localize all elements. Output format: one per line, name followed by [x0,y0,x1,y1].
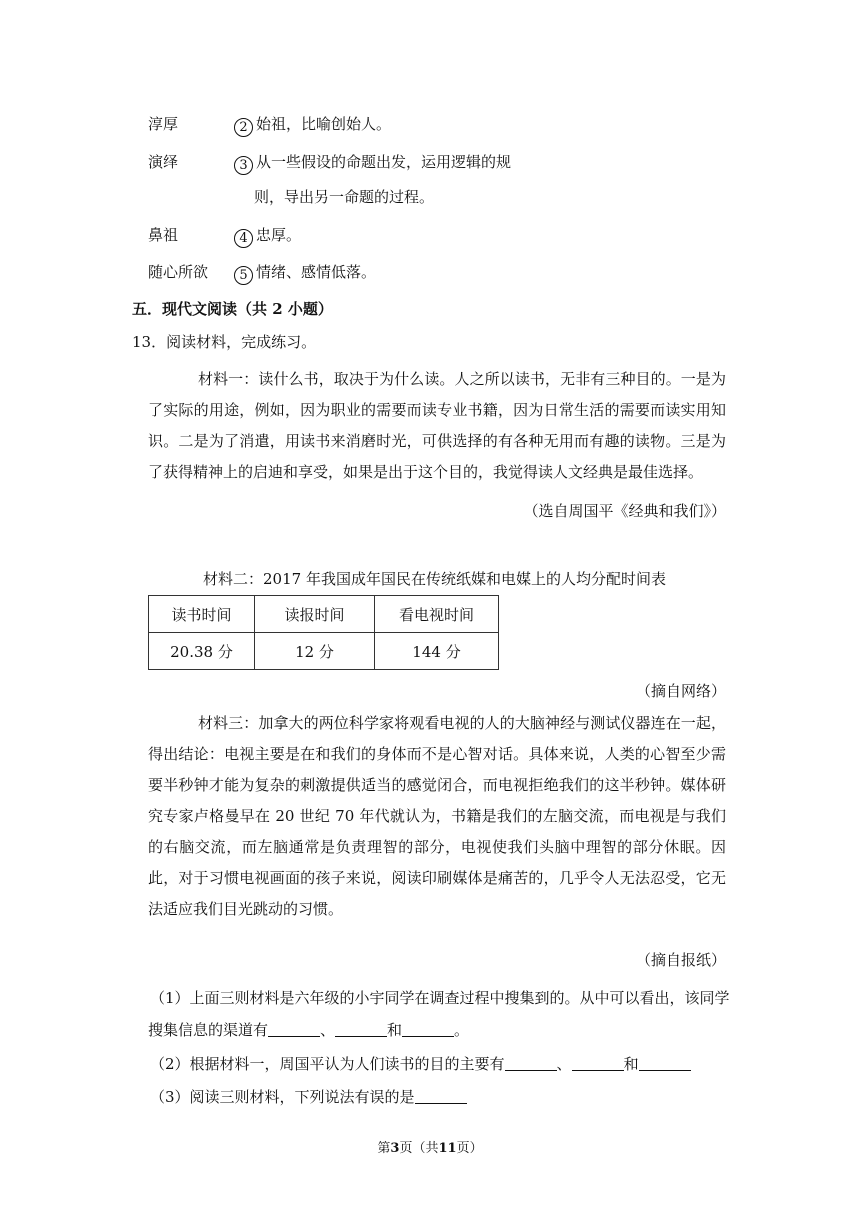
definition-text: 始祖，比喻创始人。 [256,115,392,133]
table-header-cell: 读书时间 [149,596,255,633]
material-one-text: 材料一：读什么书，取决于为什么读。人之所以读书，无非有三种目的。一是为了实际的用途，例如，因为职业的需要而读专业书籍，因为日常生活的需要而读实用知识。二是为了消遣，用读书来消磨时光，可供选择的有各种无用而有趣的读物。三是为了获得精神上的启迪和享受，如果是出于这个目的，我觉得读人文经典是最佳选择。 [148,370,726,481]
material-two-source: （摘自网络） [635,682,726,700]
sub-question-1: （1）上面三则材料是六年级的小宇同学在调查过程中搜集到的。从中可以看出，该同学 [150,989,730,1007]
material-three-source: （摘自报纸） [635,951,726,969]
definition-3-continued: 则，导出另一命题的过程。 [254,188,435,206]
definition-text: 忠厚。 [256,226,302,244]
page-footer: 第3页（共11页） [377,1141,483,1156]
definition-text: 情绪、感情低落。 [256,263,377,281]
material-three-text: 材料三：加拿大的两位科学家将观看电视的人的大脑神经与测试仪器连在一起，得出结论：电视主要是在和我们的身体而不是心智对话。具体来说，人类的心智至少需要半秒钟才能为复杂的刺激提供适当的感觉闭合，而电视拒绝我们的这半秒钟。媒体研究专家卢格曼早在 20 世纪 70 年代就认为，书籍是我们的左脑交流，而电视是与我们的右脑交流，而左脑通常是负责理智的部分，电视使我们头脑中理智的部分休眠。因此，对于习惯电视画面的孩子来说，阅读印刷媒体是痛苦的，几乎令人无法忍受，它无法适应我们目光跳动的习惯。 [148,714,726,918]
term-suixinsuoyu: 随心所欲 [148,263,209,281]
answer-blank[interactable] [572,1056,624,1071]
section-heading: 五．现代文阅读（共 2 小题） [132,300,333,318]
circled-number: 5 [234,266,253,285]
term-chunhou: 淳厚 [148,115,179,133]
circled-number: 4 [234,229,253,248]
table-cell: 144 分 [375,633,499,670]
term-yanyi: 演绎 [148,153,179,171]
circled-number: 2 [234,118,253,137]
table-cell: 12 分 [255,633,375,670]
time-table [148,595,499,670]
material-two-caption: 材料二：2017 年我国成年国民在传统纸媒和电媒上的人均分配时间表 [203,570,666,588]
sub-question-3: （3）阅读三则材料，下列说法有误的是 [150,1086,467,1107]
definition-2 [234,113,391,137]
sub-question-1-answer-line: 搜集信息的渠道有 、 和 。 [148,1021,470,1039]
answer-blank[interactable] [639,1056,691,1071]
answer-blank[interactable] [268,1022,320,1037]
definition-5 [234,261,376,285]
answer-blank[interactable] [335,1022,387,1037]
term-bizu: 鼻祖 [148,226,179,244]
definition-3 [234,151,511,175]
answer-blank[interactable] [402,1022,454,1037]
table-header-cell: 读报时间 [255,596,375,633]
question-title: 13．阅读材料，完成练习。 [132,333,317,351]
answer-blank[interactable] [415,1089,467,1104]
definition-text: 从一些假设的命题出发，运用逻辑的规 [256,153,512,171]
table-row [149,633,499,670]
table-cell: 20.38 分 [149,633,255,670]
circled-number: 3 [234,156,253,175]
definition-4 [234,224,301,248]
sub-question-2: （2）根据材料一，周国平认为人们读书的目的主要有 、 和 [150,1053,691,1074]
table-header-row [149,596,499,633]
material-one-source: （选自周国平《经典和我们》） [523,502,726,520]
table-header-cell: 看电视时间 [375,596,499,633]
answer-blank[interactable] [505,1056,557,1071]
